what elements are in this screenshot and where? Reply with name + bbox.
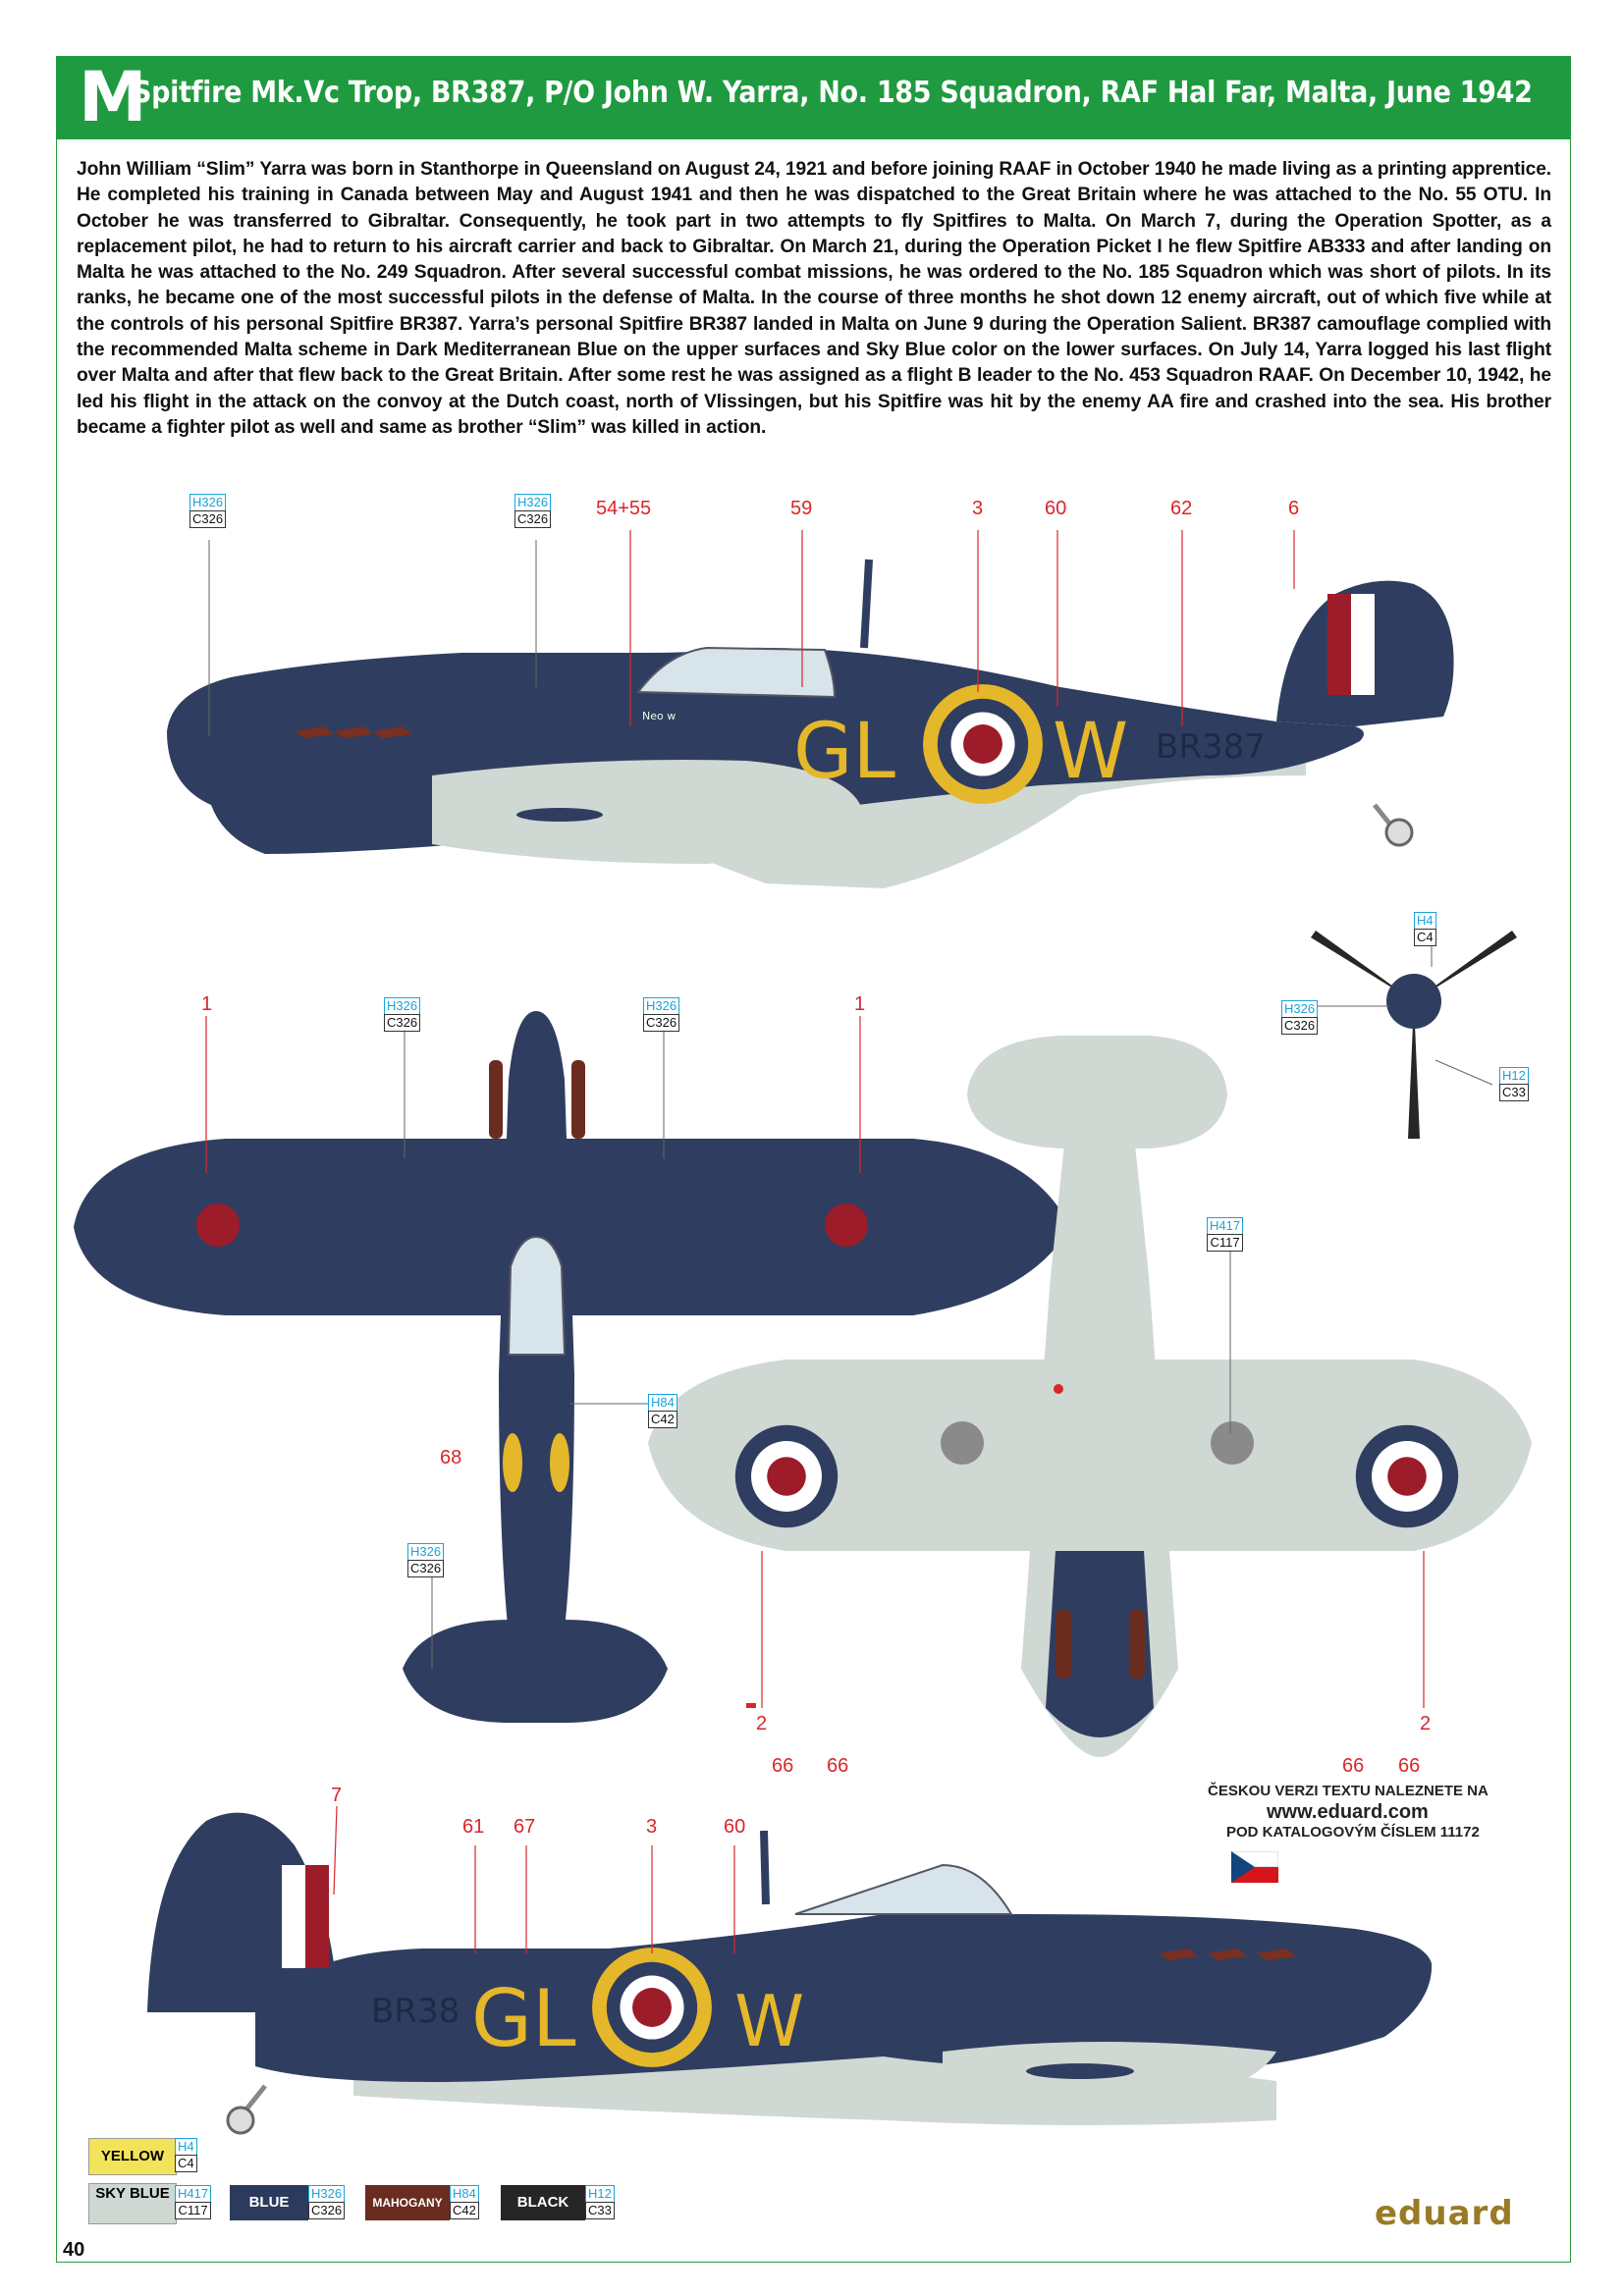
callout-60-bottom: 60 xyxy=(724,1816,746,1838)
callout-59: 59 xyxy=(790,498,813,519)
callout-60-top: 60 xyxy=(1045,498,1067,519)
code-w-right: W xyxy=(734,1980,805,2062)
underwing-roundel-left xyxy=(735,1425,838,1527)
victory-marks: Neo w xyxy=(642,710,677,722)
paint-tag-spinner: H326 C326 xyxy=(1281,1000,1318,1035)
callout-54-55: 54+55 xyxy=(596,498,652,519)
legend-black-codes: H12 C33 xyxy=(585,2185,615,2219)
callout-7: 7 xyxy=(331,1785,343,1806)
antenna-mast-right xyxy=(764,1831,766,1904)
paint-tag-propeller-blades: H12 C33 xyxy=(1499,1067,1529,1101)
callout-66-b: 66 xyxy=(827,1755,849,1777)
paint-tag-wing-top-left: H326 C326 xyxy=(384,997,420,1032)
fin-flash-right xyxy=(258,1865,282,1968)
legend-sky-blue: SKY BLUE xyxy=(88,2183,177,2224)
callout-66-d: 66 xyxy=(1398,1755,1421,1777)
legend-blue: BLUE xyxy=(230,2185,308,2220)
callout-66-c: 66 xyxy=(1342,1755,1365,1777)
czech-note-line-1: ČESKOU VERZI TEXTU NALEZNETE NA xyxy=(1208,1783,1489,1799)
paint-tag-mahogany: H84 C42 xyxy=(648,1394,677,1428)
czech-flag-icon xyxy=(1231,1851,1278,1883)
scheme-letter: M xyxy=(79,57,147,137)
side-right-tail-wheel xyxy=(228,2086,265,2133)
callout-2-right: 2 xyxy=(1420,1713,1432,1735)
legend-mahogany: MAHOGANY xyxy=(365,2185,450,2220)
wing-roundel-right xyxy=(789,1168,903,1282)
serial-right: BR38 xyxy=(371,1992,460,2031)
code-gl-right: GL xyxy=(471,1973,576,2064)
callout-3-top: 3 xyxy=(972,498,984,519)
eduard-logo: eduard xyxy=(1375,2194,1514,2233)
serial-left: BR387 xyxy=(1156,727,1266,767)
legend-yellow-codes: H4 C4 xyxy=(175,2138,197,2172)
callout-3-bottom: 3 xyxy=(646,1816,658,1838)
czech-note-catalog: POD KATALOGOVÝM ČÍSLEM 11172 xyxy=(1226,1824,1480,1841)
antenna-mast-left xyxy=(864,560,869,648)
legend-black: BLACK xyxy=(501,2185,585,2220)
legend-sky-blue-codes: H417 C117 xyxy=(175,2185,211,2219)
page-number: 40 xyxy=(63,2239,85,2261)
side-right-roundel xyxy=(592,1948,712,2067)
side-view-left xyxy=(167,560,1454,888)
fin-flash-left xyxy=(1327,594,1351,695)
callout-62: 62 xyxy=(1170,498,1193,519)
callout-67: 67 xyxy=(514,1816,536,1838)
legend-yellow: YELLOW xyxy=(88,2138,177,2175)
pilot-biography: John William “Slim” Yarra was born in Stanthorpe in Queensland on August 24, 1921 and before joining RAAF in October 1940 he made living as a printing apprentice. He completed his training in Canada between May and August 1941 and then he was dispatched to the Great Britain where he was attached to the No. 55 OTU. In October he was transferred to Gibraltar. Consequently, he took part in two attempts to fly Spitfires to Malta. On March 7, during the Operation Spotter, as a replacement pilot, he had to return to his aircraft carrier and back to Gibraltar. On March 21, during the Operation Picket I he flew Spitfire AB333 and after landing on Malta he was attached to the No. 249 Squadron. After several successful combat missions, he was ordered to the No. 185 Squadron which was short of pilots. In its ranks, he became one of the most successful pilots in the defense of Malta. In the course of three months he shot down 12 enemy aircraft, out of which five while at the controls of his personal Spitfire BR387. Yarra’s personal Spitfire BR387 landed in Malta on June 9 during the Operation Salient. BR387 camouflage complied with the recommended Malta scheme in Dark Mediterranean Blue on the upper surfaces and Sky Blue color on the lower surfaces. On July 14, Yarra logged his last flight over Malta and after that flew back to the Great Britain. After some rest he was assigned as a flight B leader to the No. 453 Squadron RAAF. On December 10, 1942, he led his flight in the attack on the convoy at the Dutch coast, north of Vlissingen, but his Spitfire was hit by the enemy AA fire and crashed into the sea. His brother became a fighter pilot as well and same as brother “Slim” was killed in action. xyxy=(77,159,1551,438)
callout-2-left: 2 xyxy=(756,1713,768,1735)
wing-roundel-left xyxy=(161,1168,275,1282)
callout-68: 68 xyxy=(440,1447,462,1468)
side-left-tail-wheel xyxy=(1375,805,1412,845)
propeller xyxy=(1311,931,1517,1139)
callout-61: 61 xyxy=(462,1816,485,1838)
legend-blue-codes: H326 C326 xyxy=(308,2185,345,2219)
callout-1-left: 1 xyxy=(201,993,213,1015)
czech-note-url[interactable]: www.eduard.com xyxy=(1267,1801,1429,1823)
paint-tag-wing-top-right: H326 C326 xyxy=(643,997,679,1032)
paint-tag-underside: H417 C117 xyxy=(1207,1217,1243,1252)
callout-66-a: 66 xyxy=(772,1755,794,1777)
code-gl-left: GL xyxy=(793,708,895,796)
page-title: Spitfire Mk.Vc Trop, BR387, P/O John W. Yarra, No. 185 Squadron, RAF Hal Far, Malta, June 1942 xyxy=(133,76,1533,110)
paint-tag-fuselage-side: H326 C326 xyxy=(514,494,551,528)
side-left-roundel xyxy=(923,684,1043,804)
top-view-tailplane xyxy=(403,1620,668,1723)
callout-6: 6 xyxy=(1288,498,1300,519)
top-view-canopy xyxy=(509,1237,565,1355)
paint-tag-tailplane: H326 C326 xyxy=(407,1543,444,1577)
paint-tag-propeller-tips: H4 C4 xyxy=(1414,912,1436,946)
callout-1-right: 1 xyxy=(854,993,866,1015)
paint-tag-spinner-side: H326 C326 xyxy=(189,494,226,528)
side-right-canopy xyxy=(795,1865,1011,1914)
code-w-left: W xyxy=(1053,708,1129,796)
underwing-roundel-right xyxy=(1356,1425,1458,1527)
legend-mahogany-codes: H84 C42 xyxy=(450,2185,479,2219)
